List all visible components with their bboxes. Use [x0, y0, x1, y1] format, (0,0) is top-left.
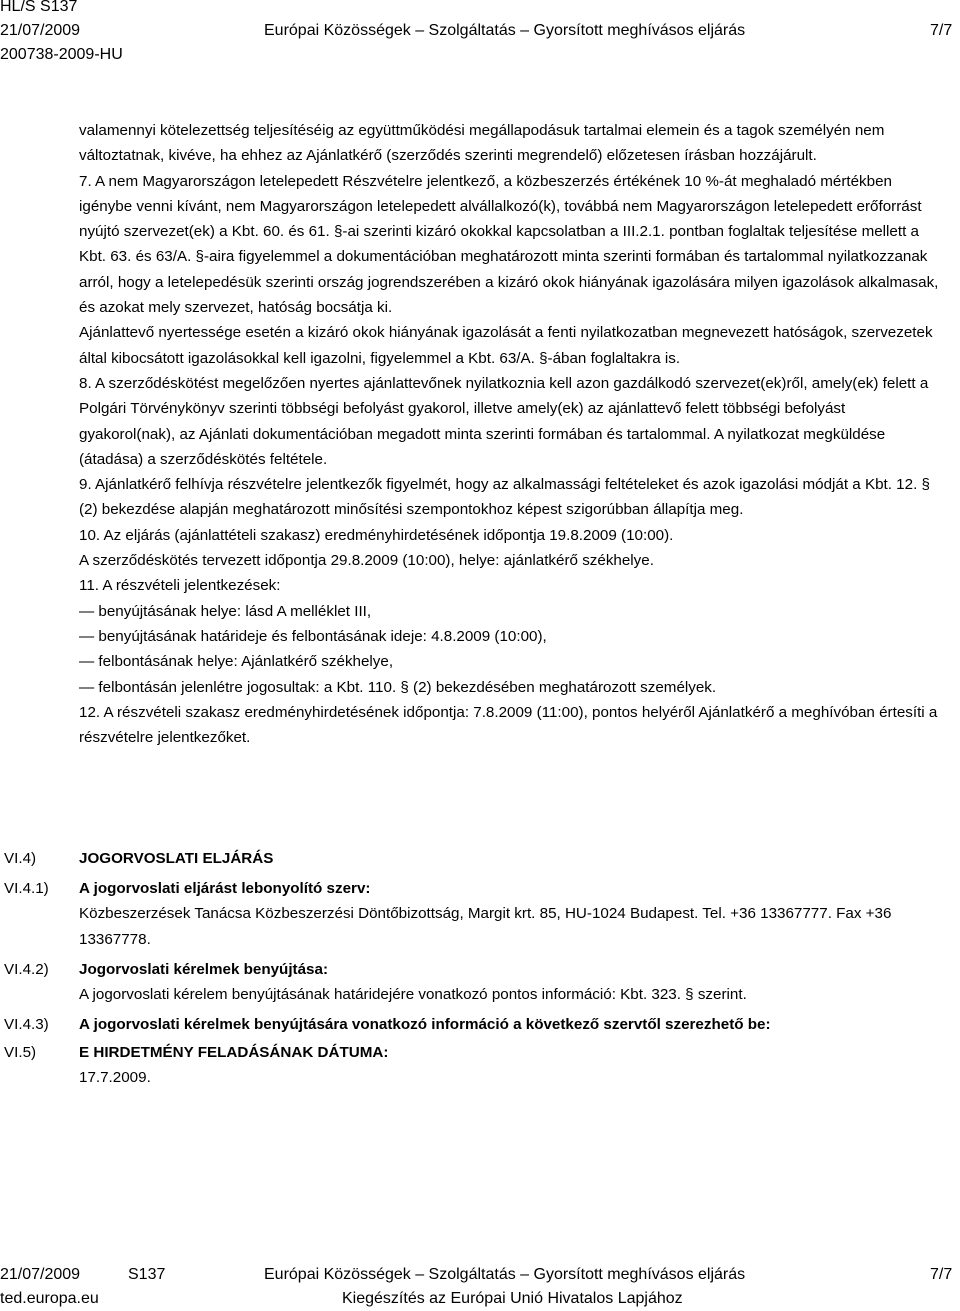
section-title: JOGORVOSLATI ELJÁRÁS — [79, 850, 274, 867]
dash-item: — benyújtásának határideje és felbontásának ideje: 4.8.2009 (10:00), — [79, 627, 547, 645]
section-text: 17.7.2009. — [79, 1069, 151, 1087]
dash-item: — benyújtásának helye: lásd A melléklet III, — [79, 602, 372, 620]
header-ref: 200738-2009-HU — [0, 46, 123, 63]
section-number: VI.4.3) — [4, 1016, 49, 1033]
section-number: VI.4.2) — [4, 961, 49, 978]
section-title: A jogorvoslati eljárást lebonyolító szerv: — [79, 880, 371, 897]
section-number: VI.5) — [4, 1044, 37, 1061]
section-number: VI.4.1) — [4, 880, 49, 897]
paragraph-item-7: 7. A nem Magyarországon letelepedett Részvételre jelentkező, a közbeszerzés értékének 10 %-át meghaladó mértékben igénybe venni kívánt, nem Magyarországon letelepedett alvállalkozó(k), továbbá nem Magyarországon letelepedett erőforrást nyújtó szervezet(ek) a Kbt. 60. és 61. §-ai szerinti kizáró okokkal kapcsolatban a III.2.1. pontban foglaltak teljesítése mellett a Kbt. 63. és 63/A. §-aira figyelemmel a dokumentációban meghatározott minta szerinti formában és tartalommal nyilatkozzanak arról, hogy a letelepedésük szerinti ország jogrendszerében a kizáró okok hiányának igazolására milyen igazolások alkalmasak, és azokat mely szervezet, hatóság bocsátja ki. — [79, 172, 939, 317]
dash-item: — felbontásának helye: Ajánlatkérő székhelye, — [79, 653, 394, 671]
main-content — [79, 118, 939, 750]
header-doc-code: HL/S S137 — [0, 0, 78, 15]
footer-page: 7/7 — [930, 1266, 953, 1283]
footer-site-link[interactable]: ted.europa.eu — [0, 1290, 99, 1307]
paragraph: A szerződéskötés tervezett időpontja 29.8.2009 (10:00), helye: ajánlatkérő székhelye. — [79, 552, 654, 570]
paragraph: Ajánlattevő nyertessége esetén a kizáró okok hiányának igazolását a fenti nyilatkozatban megnevezett hatóságok, szervezetek által kibocsátott igazolásokkal kell igazolni, figyelemmel a Kbt. 63/A. §-ában foglaltakra is. — [79, 324, 933, 367]
header-title: Európai Közösségek – Szolgáltatás – Gyorsított meghívásos eljárás — [264, 22, 746, 39]
section-title: E HIRDETMÉNY FELADÁSÁNAK DÁTUMA: — [79, 1044, 389, 1061]
section-text: A jogorvoslati kérelem benyújtásának határidejére vonatkozó pontos információ: Kbt. 323. § szerint. — [79, 986, 747, 1004]
header-date: 21/07/2009 — [0, 22, 81, 39]
section-number: VI.4) — [4, 850, 37, 867]
footer-date: 21/07/2009 — [0, 1266, 81, 1283]
paragraph-item-9: 9. Ajánlatkérő felhívja részvételre jelentkezők figyelmét, hogy az alkalmassági feltételeket és azok igazolási módját a Kbt. 12. § (2) bekezdése alapján meghatározott minősítési szempontokhoz képest szigorúbban állapítja meg. — [79, 476, 930, 519]
footer-publisher: Kiegészítés az Európai Unió Hivatalos Lapjához — [342, 1290, 683, 1307]
section-text: Közbeszerzések Tanácsa Közbeszerzési Döntőbizottság, Margit krt. 85, HU-1024 Budapest. Tel. +36 13367777. Fax +36 13367778. — [79, 905, 892, 948]
header-page: 7/7 — [930, 22, 953, 39]
footer-title: Európai Közösségek – Szolgáltatás – Gyorsított meghívásos eljárás — [264, 1266, 746, 1283]
paragraph: valamennyi kötelezettség teljesítéséig az együttműködési megállapodásuk tartalmai elemein és a tagok személyén nem változtatnak, kivéve, ha ehhez az Ajánlatkérő (szerződés szerinti megrendelő) előzetesen írásban hozzájárult. — [79, 122, 885, 165]
paragraph-item-10: 10. Az eljárás (ajánlattételi szakasz) eredményhirdetésének időpontja 19.8.2009 (10:00). — [79, 526, 674, 544]
footer-series: S137 — [128, 1266, 166, 1283]
section-title: A jogorvoslati kérelmek benyújtására vonatkozó információ a következő szervtől szerezhető be: — [79, 1016, 771, 1033]
paragraph-item-8: 8. A szerződéskötést megelőzően nyertes ajánlattevőnek nyilatkoznia kell azon gazdálkodó szervezet(ek)ről, amely(ek) felett a Polgári Törvénykönyv szerinti többségi befolyást gyakorol, illetve amely(ek) az ajánlattevő felett többségi befolyást gyakorol(nak), az Ajánlati dokumentációban megadott minta szerinti formában és tartalommal. A nyilatkozat megküldése (átadása) a szerződéskötés feltétele. — [79, 374, 929, 468]
section-title: Jogorvoslati kérelmek benyújtása: — [79, 961, 329, 978]
paragraph-item-11: 11. A részvételi jelentkezések: — [79, 577, 281, 595]
paragraph-item-12: 12. A részvételi szakasz eredményhirdetésének időpontja: 7.8.2009 (11:00), pontos helyéről Ajánlatkérő a meghívóban értesíti a részvételre jelentkezőket. — [79, 703, 938, 747]
dash-item: — felbontásán jelenlétre jogosultak: a Kbt. 110. § (2) bekezdésében meghatározott személyek. — [79, 678, 717, 696]
